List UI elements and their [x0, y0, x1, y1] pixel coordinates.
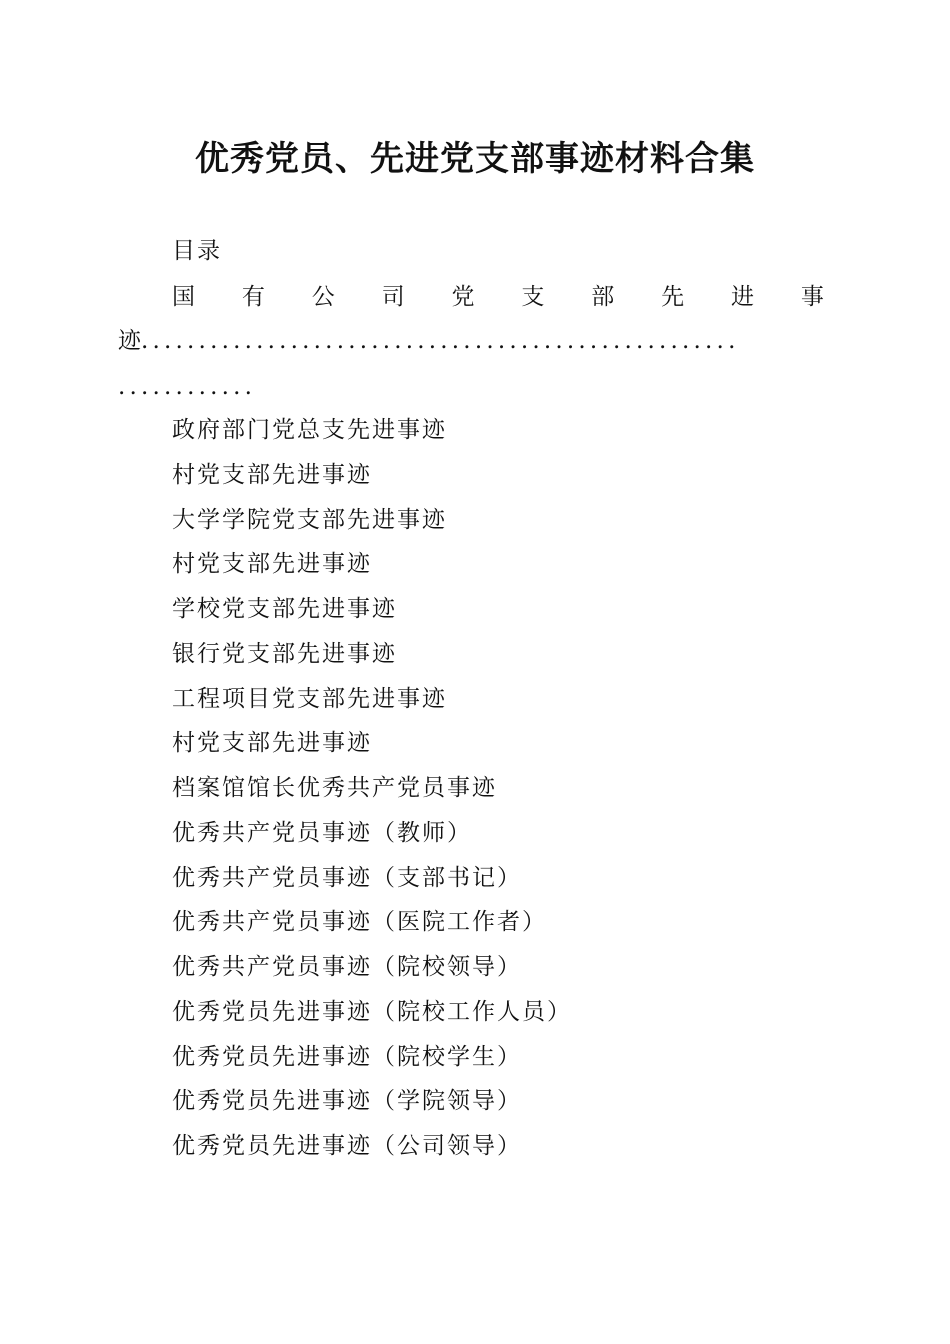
toc-leader-dots: ....................................................: [141, 328, 740, 354]
toc-char: 部: [591, 284, 615, 310]
toc-item[interactable]: 政府部门党总支先进事迹: [172, 417, 447, 443]
toc-item[interactable]: 档案馆馆长优秀共产党员事迹: [172, 775, 497, 801]
toc-item[interactable]: 优秀共产党员事迹（教师）: [172, 819, 472, 846]
toc-item[interactable]: 村党支部先进事迹: [172, 461, 372, 488]
toc-item[interactable]: 银行党支部先进事迹: [172, 640, 397, 667]
toc-item[interactable]: 村党支部先进事迹: [172, 551, 372, 578]
toc-item[interactable]: 工程项目党支部先进事迹: [172, 685, 447, 712]
toc-char: 先: [661, 284, 685, 310]
toc-entry-leader-line: [118, 326, 824, 356]
toc-char: 国: [172, 284, 195, 310]
toc-item[interactable]: 学校党支部先进事迹: [172, 596, 397, 622]
toc-entry-leader-continuation: [118, 372, 256, 402]
toc-list: [172, 415, 572, 1176]
toc-heading: 目录: [172, 238, 222, 264]
toc-char: 党: [451, 284, 475, 310]
toc-item[interactable]: 优秀党员先进事迹（公司领导）: [172, 1133, 522, 1159]
document-title: 优秀党员、先进党支部事迹材料合集: [195, 139, 755, 179]
toc-item[interactable]: 村党支部先进事迹: [172, 730, 372, 757]
toc-item[interactable]: 优秀党员先进事迹（院校工作人员）: [172, 998, 572, 1025]
toc-item[interactable]: 大学学院党支部先进事迹: [172, 506, 447, 533]
toc-item[interactable]: 优秀共产党员事迹（医院工作者）: [172, 909, 547, 936]
toc-item[interactable]: 优秀共产党员事迹（院校领导）: [172, 954, 522, 980]
toc-char: 事: [800, 284, 824, 310]
toc-char: 支: [521, 284, 545, 310]
toc-item[interactable]: 优秀党员先进事迹（学院领导）: [172, 1088, 522, 1115]
toc-item[interactable]: 优秀共产党员事迹（支部书记）: [172, 864, 522, 891]
toc-entry-first-line: [172, 282, 824, 312]
toc-char: 有: [241, 284, 265, 310]
toc-char: 司: [381, 284, 405, 310]
toc-char: 进: [731, 284, 754, 310]
toc-item[interactable]: 优秀党员先进事迹（院校学生）: [172, 1043, 522, 1070]
toc-char: 公: [311, 284, 335, 310]
toc-entry-tail: 迹: [118, 328, 141, 354]
toc-leader-dots: ............: [118, 374, 257, 400]
